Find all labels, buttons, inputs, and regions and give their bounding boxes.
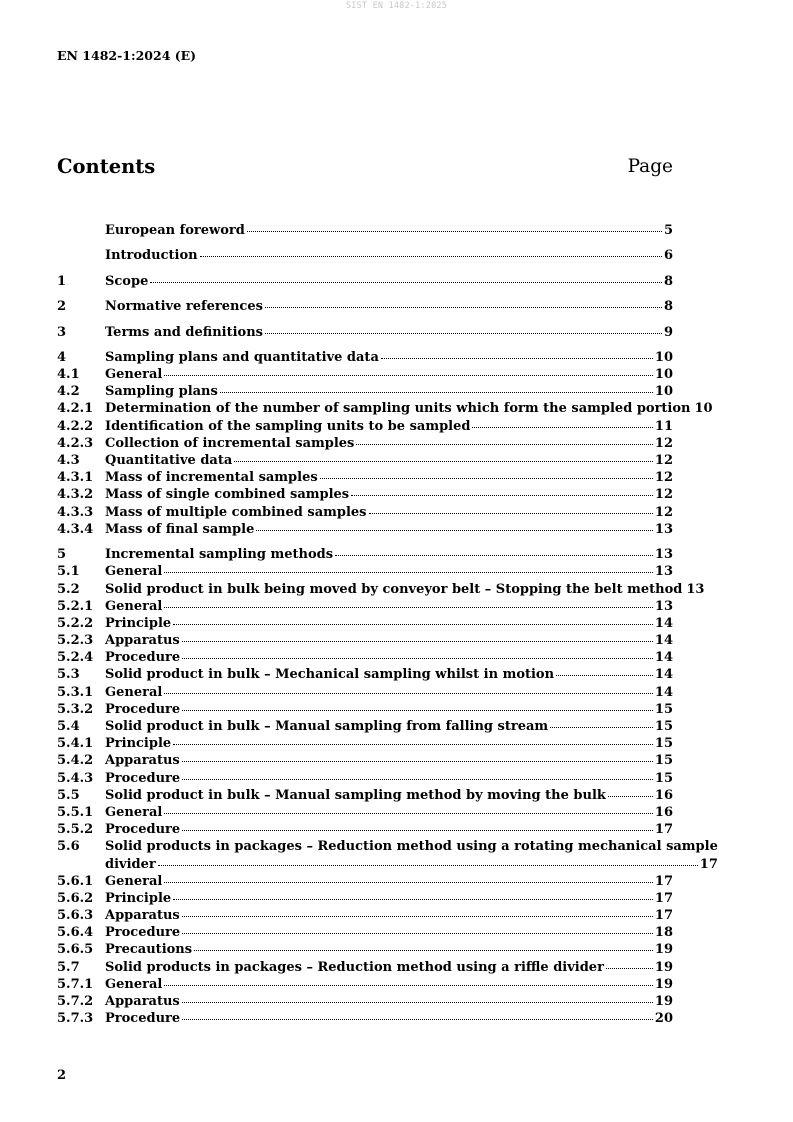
dot-leader xyxy=(173,624,653,625)
dot-leader xyxy=(472,427,652,428)
toc-entry-title: Solid products in packages – Reduction method using a riffle divider xyxy=(105,959,604,975)
toc-entry-number: 5.4 xyxy=(57,719,80,734)
toc-entry-title: Procedure xyxy=(105,822,181,838)
toc-entry-page: 15 xyxy=(654,770,673,786)
toc-entry-page: 20 xyxy=(654,1011,673,1027)
toc-entry-page: 14 xyxy=(654,615,673,631)
dot-leader xyxy=(182,1019,653,1020)
contents-title: Contents xyxy=(57,155,156,178)
toc-entry-number: 5.2.2 xyxy=(57,615,94,631)
toc-entry-title: Solid product in bulk being moved by conveyor belt – Stopping the belt method xyxy=(105,581,683,597)
toc-entry[interactable] xyxy=(57,486,673,503)
dot-leader xyxy=(173,899,653,900)
toc-entry-number: 5.2.4 xyxy=(57,650,94,666)
toc-entry-title: Sampling plans xyxy=(105,384,218,400)
toc-entry-number: 5.6.2 xyxy=(57,890,94,906)
toc-entry[interactable] xyxy=(57,993,673,1010)
toc-entry-number: 3 xyxy=(57,324,67,340)
toc-entry-number: 4.3 xyxy=(57,453,80,468)
toc-entry-title: Normative references xyxy=(105,299,263,315)
toc-entry-title: Mass of single combined samples xyxy=(105,487,350,503)
dot-leader xyxy=(164,375,653,376)
page-column-heading: Page xyxy=(627,156,673,177)
toc-entry-number: 5.7.1 xyxy=(57,976,94,992)
dot-leader xyxy=(164,882,653,883)
toc-entry-number: 5.7 xyxy=(57,959,80,975)
toc-entry[interactable] xyxy=(57,581,705,598)
toc-entry-title: European foreword xyxy=(105,223,245,238)
toc-entry-number: 5.5.1 xyxy=(57,804,94,820)
toc-entry-title: General xyxy=(105,367,163,383)
toc-entry-page: 9 xyxy=(663,324,673,340)
toc-entry-title: Quantitative data xyxy=(105,453,233,468)
toc-entry-title: General xyxy=(105,598,163,614)
toc-entry-page: 14 xyxy=(654,684,673,700)
dot-leader xyxy=(247,231,662,232)
toc-entry-title: Principle xyxy=(105,736,172,752)
toc-entry[interactable] xyxy=(57,469,673,486)
toc-entry[interactable] xyxy=(57,649,673,666)
toc-entry-page: 15 xyxy=(654,736,673,752)
toc-entry-title: Apparatus xyxy=(105,994,180,1009)
toc-entry-page: 19 xyxy=(654,942,673,958)
toc-entry[interactable] xyxy=(57,400,713,417)
toc-entry[interactable] xyxy=(57,821,673,838)
toc-entry-page: 12 xyxy=(654,435,673,451)
toc-entry-page: 18 xyxy=(654,925,673,941)
toc-entry-title: Procedure xyxy=(105,701,181,717)
toc-entry[interactable] xyxy=(57,504,673,521)
toc-entry-title: Mass of final sample xyxy=(105,521,255,537)
dot-leader xyxy=(265,333,662,334)
toc-entry[interactable] xyxy=(57,383,673,400)
toc-entry[interactable] xyxy=(57,521,673,538)
dot-leader xyxy=(200,256,662,257)
toc-entry-page: 13 xyxy=(686,581,705,597)
toc-entry[interactable] xyxy=(57,452,673,469)
toc-entry[interactable] xyxy=(57,873,673,890)
toc-entry-number: 5.3 xyxy=(57,667,80,683)
toc-entry-number: 4.3.1 xyxy=(57,470,94,486)
toc-entry-page: 17 xyxy=(654,908,673,924)
toc-entry-title: General xyxy=(105,873,163,889)
toc-entry[interactable] xyxy=(57,418,673,435)
toc-entry-page: 19 xyxy=(654,959,673,975)
toc-entry-number: 2 xyxy=(57,299,67,315)
toc-entry-page: 12 xyxy=(654,504,673,520)
dot-leader xyxy=(320,478,653,479)
toc-entry-title: Terms and definitions xyxy=(105,324,263,340)
toc-entry-title: General xyxy=(105,684,163,700)
toc-entry-number: 5.5.2 xyxy=(57,822,94,838)
toc-entry-number: 5.2.1 xyxy=(57,598,94,614)
table-of-contents xyxy=(57,222,718,1027)
toc-entry-number: 4 xyxy=(57,349,67,365)
toc-entry-number: 5.2 xyxy=(57,581,80,597)
toc-entry-number: 5.6 xyxy=(57,839,80,855)
toc-entry-title: General xyxy=(105,564,163,580)
toc-entry-number: 5.5 xyxy=(57,787,80,803)
toc-entry[interactable] xyxy=(57,435,673,452)
dot-leader xyxy=(550,727,653,728)
toc-entry-title: Introduction xyxy=(105,248,198,264)
dot-leader xyxy=(182,761,653,762)
toc-entry[interactable] xyxy=(57,924,673,941)
toc-entry-page: 12 xyxy=(654,453,673,468)
toc-entry-number: 5.3.2 xyxy=(57,701,94,717)
toc-entry-title: Solid product in bulk – Manual sampling method by moving the bulk xyxy=(105,787,606,803)
toc-entry[interactable] xyxy=(57,366,673,383)
toc-entry[interactable] xyxy=(57,735,673,752)
toc-entry[interactable] xyxy=(57,804,673,821)
document-id: EN 1482-1:2024 (E) xyxy=(57,48,197,63)
dot-leader xyxy=(182,779,653,780)
toc-entry-number: 5.3.1 xyxy=(57,684,94,700)
toc-entry-title: Principle xyxy=(105,615,172,631)
dot-leader xyxy=(369,513,653,514)
toc-entry-title: Mass of multiple combined samples xyxy=(105,504,367,520)
dot-leader xyxy=(164,813,653,814)
toc-entry-number: 5.2.3 xyxy=(57,633,94,649)
dot-leader xyxy=(182,710,653,711)
toc-entry-page: 14 xyxy=(654,650,673,666)
dot-leader xyxy=(265,307,662,308)
toc-entry-title: Procedure xyxy=(105,770,181,786)
toc-entry[interactable] xyxy=(57,752,673,769)
toc-entry[interactable] xyxy=(57,684,673,701)
toc-entry-page: 15 xyxy=(654,701,673,717)
dot-leader xyxy=(182,641,653,642)
toc-entry-page: 17 xyxy=(654,873,673,889)
dot-leader xyxy=(381,358,653,359)
toc-entry-page: 13 xyxy=(654,564,673,580)
toc-entry-number: 5.4.1 xyxy=(57,736,94,752)
toc-entry[interactable] xyxy=(57,787,673,804)
toc-entry-title: Determination of the number of sampling units which form the sampled portion xyxy=(105,401,691,417)
toc-entry-number: 5.4.2 xyxy=(57,753,94,769)
toc-entry[interactable] xyxy=(57,838,718,872)
toc-entry-title: Mass of incremental samples xyxy=(105,470,318,486)
toc-entry-number: 1 xyxy=(57,273,67,289)
toc-entry[interactable] xyxy=(57,349,673,366)
toc-entry-page: 19 xyxy=(654,994,673,1009)
toc-entry-page: 17 xyxy=(654,890,673,906)
toc-entry-page: 19 xyxy=(654,976,673,992)
toc-entry-page: 8 xyxy=(663,273,673,289)
toc-entry-page: 16 xyxy=(654,804,673,820)
toc-entry[interactable] xyxy=(57,976,673,993)
toc-entry-page: 15 xyxy=(654,719,673,734)
toc-entry-page: 8 xyxy=(663,299,673,315)
toc-entry[interactable] xyxy=(57,1010,673,1027)
toc-entry-title: Sampling plans and quantitative data xyxy=(105,349,379,365)
toc-entry-number: 5.7.2 xyxy=(57,994,94,1009)
toc-entry-title: General xyxy=(105,976,163,992)
toc-entry[interactable] xyxy=(57,598,673,615)
toc-entry-page: 6 xyxy=(663,248,673,264)
toc-entry-number: 4.2.1 xyxy=(57,401,94,417)
toc-entry[interactable] xyxy=(57,247,673,264)
dot-leader xyxy=(606,968,653,969)
toc-entry-number: 5 xyxy=(57,547,67,563)
toc-entry[interactable] xyxy=(57,563,673,580)
dot-leader xyxy=(164,985,653,986)
dot-leader xyxy=(182,830,653,831)
toc-entry[interactable] xyxy=(57,701,673,718)
dot-leader xyxy=(164,693,653,694)
dot-leader xyxy=(356,444,653,445)
toc-entry-page: 10 xyxy=(654,349,673,365)
toc-entry[interactable] xyxy=(57,298,673,315)
toc-entry-title: Procedure xyxy=(105,925,181,941)
toc-entry-number: 4.2.2 xyxy=(57,418,94,434)
dot-leader xyxy=(182,658,653,659)
toc-entry-number: 5.6.4 xyxy=(57,925,94,941)
toc-entry-title: Solid product in bulk – Manual sampling from falling stream xyxy=(105,719,549,734)
toc-entry-title: Solid products in packages – Reduction method using a rotating mechanical sample xyxy=(105,839,718,855)
dot-leader xyxy=(335,555,653,556)
toc-entry[interactable] xyxy=(57,324,673,341)
toc-entry-page: 10 xyxy=(694,401,713,417)
toc-entry-title: Apparatus xyxy=(105,753,180,769)
toc-entry[interactable] xyxy=(57,941,673,958)
toc-entry[interactable] xyxy=(57,959,673,976)
dot-leader xyxy=(182,1002,653,1003)
dot-leader xyxy=(194,950,653,951)
dot-leader xyxy=(164,607,653,608)
toc-entry-number: 4.3.4 xyxy=(57,521,94,537)
toc-entry[interactable] xyxy=(57,273,673,290)
toc-entry-number: 4.1 xyxy=(57,367,80,383)
toc-entry-number: 5.6.5 xyxy=(57,942,94,958)
toc-entry-number: 4.3.3 xyxy=(57,504,94,520)
toc-entry[interactable] xyxy=(57,890,673,907)
toc-entry[interactable] xyxy=(57,632,673,649)
toc-entry-title: General xyxy=(105,804,163,820)
toc-entry-page: 15 xyxy=(654,753,673,769)
toc-entry-title: Identification of the sampling units to be sampled xyxy=(105,418,471,434)
toc-entry-number: 5.6.3 xyxy=(57,908,94,924)
toc-entry[interactable] xyxy=(57,666,673,683)
toc-entry-page: 17 xyxy=(654,822,673,838)
toc-entry-title: Collection of incremental samples xyxy=(105,435,355,451)
dot-leader xyxy=(220,392,653,393)
watermark: SIST EN 1482-1:2025 xyxy=(345,1,448,11)
toc-entry-page: 13 xyxy=(654,521,673,537)
toc-entry-title: Apparatus xyxy=(105,908,180,924)
toc-entry-number: 5.1 xyxy=(57,564,80,580)
toc-entry-page: 11 xyxy=(654,418,673,434)
toc-entry-title: Principle xyxy=(105,890,172,906)
toc-entry-page: 13 xyxy=(654,598,673,614)
toc-entry-page: 10 xyxy=(654,367,673,383)
dot-leader xyxy=(158,865,698,866)
dot-leader xyxy=(182,916,653,917)
toc-entry[interactable] xyxy=(57,222,673,239)
toc-entry-title: Incremental sampling methods xyxy=(105,547,334,563)
toc-entry-number: 4.2 xyxy=(57,384,80,400)
dot-leader xyxy=(173,744,653,745)
dot-leader xyxy=(182,933,653,934)
toc-entry[interactable] xyxy=(57,546,673,563)
toc-entry[interactable] xyxy=(57,907,673,924)
toc-entry-title: Scope xyxy=(105,273,149,289)
toc-entry-number: 4.3.2 xyxy=(57,487,94,503)
toc-entry-title: Apparatus xyxy=(105,633,180,649)
toc-entry-page: 14 xyxy=(654,667,673,683)
dot-leader xyxy=(351,495,653,496)
toc-entry-page: 12 xyxy=(654,487,673,503)
toc-entry-number: 5.4.3 xyxy=(57,770,94,786)
toc-entry-title: Procedure xyxy=(105,1011,181,1027)
dot-leader xyxy=(256,530,653,531)
page-number: 2 xyxy=(57,1068,67,1083)
toc-entry-number: 5.6.1 xyxy=(57,873,94,889)
toc-entry-number: 5.7.3 xyxy=(57,1011,94,1027)
toc-entry-page: 5 xyxy=(663,223,673,238)
toc-entry[interactable] xyxy=(57,615,673,632)
dot-leader xyxy=(556,675,653,676)
toc-entry-page: 10 xyxy=(654,384,673,400)
toc-entry[interactable] xyxy=(57,718,673,735)
toc-entry-page: 13 xyxy=(654,547,673,563)
toc-entry[interactable] xyxy=(57,770,673,787)
toc-entry-page: 14 xyxy=(654,633,673,649)
toc-entry-title: Procedure xyxy=(105,650,181,666)
dot-leader xyxy=(164,572,653,573)
toc-entry-title: Solid product in bulk – Mechanical sampling whilst in motion xyxy=(105,667,555,683)
toc-entry-title: Precautions xyxy=(105,942,193,958)
toc-entry-title-continued: divider xyxy=(105,856,156,872)
toc-entry-page: 17 xyxy=(699,856,718,872)
toc-entry-page: 12 xyxy=(654,470,673,486)
toc-entry-page: 16 xyxy=(654,787,673,803)
toc-entry-number: 4.2.3 xyxy=(57,435,94,451)
dot-leader xyxy=(234,461,653,462)
dot-leader xyxy=(608,796,653,797)
dot-leader xyxy=(150,282,662,283)
